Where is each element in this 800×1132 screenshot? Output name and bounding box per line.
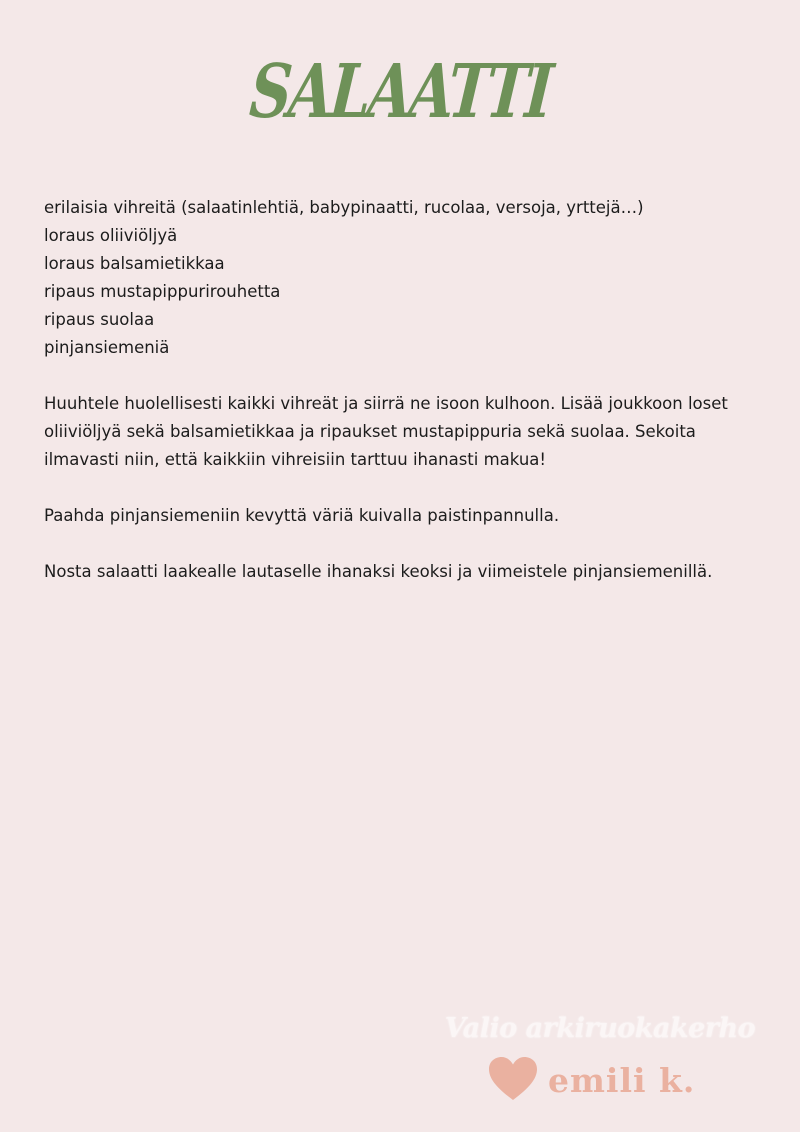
ingredient-item: pinjansiemeniä: [44, 338, 170, 357]
ingredient-item: erilaisia vihreitä (salaatinlehtiä, babypinaatti, rucolaa, versoja, yrttejä…): [44, 198, 644, 217]
instruction-step: Huuhtele huolellisesti kaikki vihreät ja siirrä ne isoon kulhoon. Lisää joukkoon loset oliiviöljyä sekä balsamietikkaa ja ripaukset mustapippuria sekä suolaa. Sekoita ilmavasti niin, että kaikkiin vihreisiin tarttuu ihanasti makua!: [44, 394, 728, 469]
instruction-step: Paahda pinjansiemeniin kevyttä väriä kuivalla paistinpannulla.: [44, 506, 560, 525]
ingredient-list: [44, 194, 644, 362]
page-title: SALAATTI: [246, 49, 554, 135]
instruction-step: Nosta salaatti laakealle lautaselle ihanaksi keoksi ja viimeistele pinjansiemenillä.: [44, 562, 713, 581]
heart-icon: [488, 1056, 538, 1102]
ingredient-item: loraus oliiviöljyä: [44, 226, 178, 245]
brand-logo: [430, 1006, 770, 1106]
ingredient-item: ripaus mustapippurirouhetta: [44, 282, 281, 301]
instructions: [44, 390, 764, 614]
ingredient-item: ripaus suolaa: [44, 310, 155, 329]
brand-club-name: Valio arkiruokakerho: [444, 1013, 756, 1044]
brand-author: emili k.: [548, 1061, 696, 1100]
ingredient-item: loraus balsamietikkaa: [44, 254, 225, 273]
